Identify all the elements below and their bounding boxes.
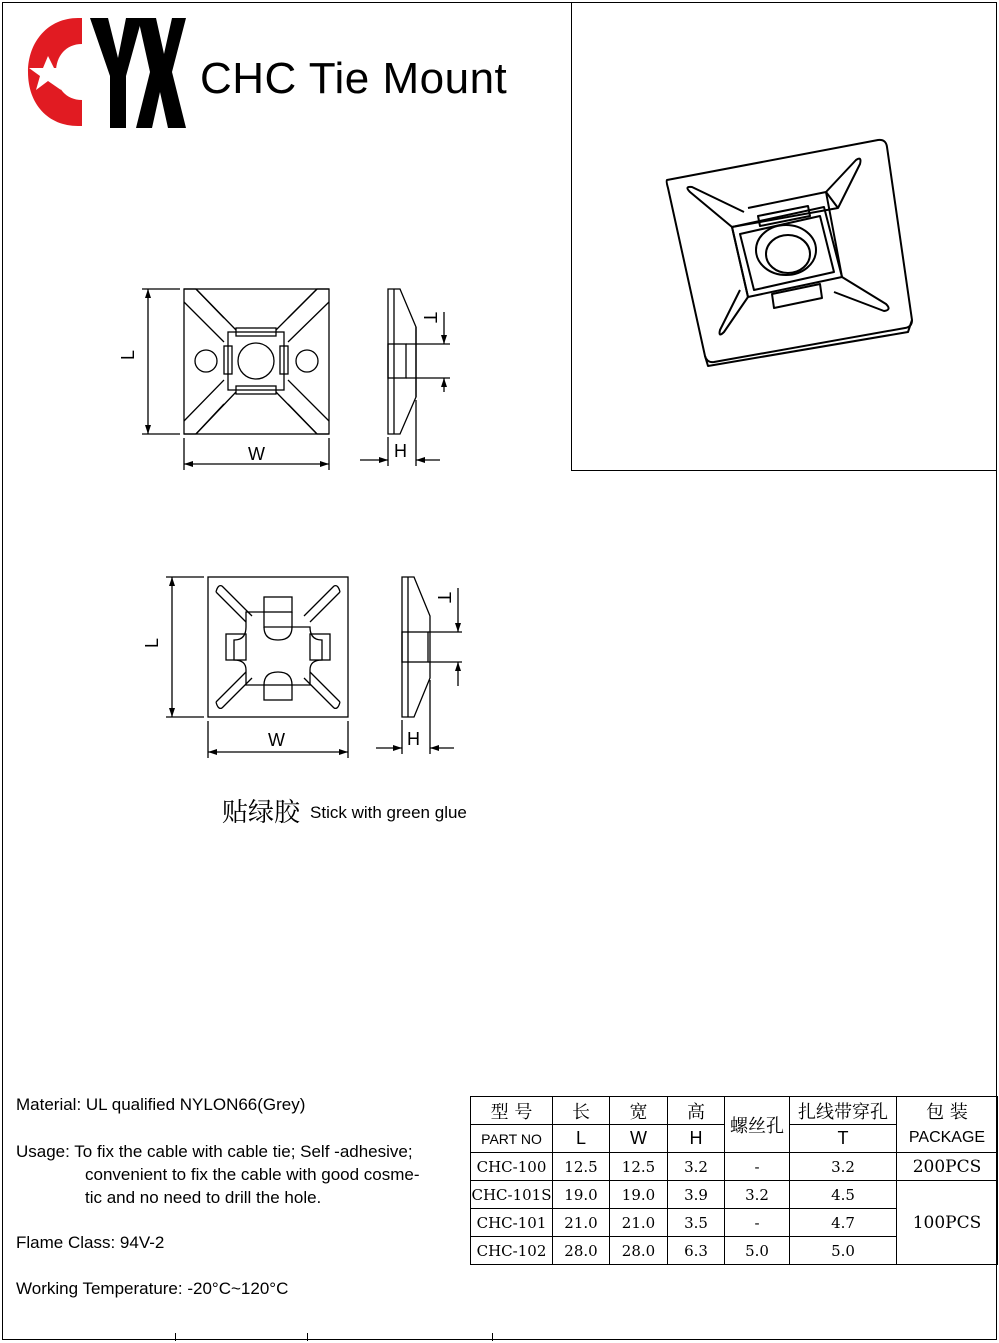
header-length-cn: 长 (553, 1097, 610, 1125)
cell-screw: - (725, 1153, 790, 1181)
cell-width: 12.5 (610, 1153, 668, 1181)
cell-width: 28.0 (610, 1237, 668, 1265)
header-length-en: L (553, 1125, 610, 1153)
logo-x (136, 18, 186, 128)
header-height-en: H (668, 1125, 725, 1153)
cell-screw: - (725, 1209, 790, 1237)
cell-length: 12.5 (553, 1153, 610, 1181)
header-width-en: W (610, 1125, 668, 1153)
cell-height: 3.9 (668, 1181, 725, 1209)
top-side-view-drawing (360, 282, 450, 472)
usage-line-3: tic and no need to drill the hole. (85, 1188, 322, 1207)
header-package-cn: 包 装 (897, 1097, 998, 1125)
bottom-front-width-label: W (268, 730, 285, 750)
material-text: Material: UL qualified NYLON66(Grey) (16, 1095, 306, 1114)
cell-height: 3.2 (668, 1153, 725, 1181)
cell-length: 21.0 (553, 1209, 610, 1237)
parts-table (470, 1096, 998, 1265)
tie-mount-3d-illustration (572, 2, 998, 471)
cell-length: 28.0 (553, 1237, 610, 1265)
caption-english: Stick with green glue (310, 803, 467, 822)
header-package-en: PACKAGE (897, 1125, 998, 1153)
cell-height: 3.5 (668, 1209, 725, 1237)
top-front-view-drawing (120, 280, 340, 480)
bottom-front-length-label: L (142, 637, 162, 648)
cell-tie: 4.5 (790, 1181, 897, 1209)
cell-length: 19.0 (553, 1181, 610, 1209)
top-front-length-label: L (118, 349, 138, 360)
usage-text (16, 1140, 476, 1209)
header-tie-cn: 扎线带穿孔 (790, 1097, 897, 1125)
header-tie-en: T (790, 1125, 897, 1153)
cell-height: 6.3 (668, 1237, 725, 1265)
working-temperature-text: Working Temperature: -20°C~120°C (16, 1279, 289, 1298)
cell-part: CHC-102 (471, 1237, 553, 1265)
bottom-front-view-drawing (142, 568, 360, 764)
usage-line-2: convenient to fix the cable with good cosme- (85, 1165, 420, 1184)
header-part-en: PART NO (471, 1125, 553, 1153)
cell-tie: 5.0 (790, 1237, 897, 1265)
cell-package: 200PCS (897, 1153, 998, 1181)
top-side-height-label: H (394, 441, 407, 461)
usage-line-1: To fix the cable with cable tie; Self -adhesive; (74, 1142, 413, 1161)
caption-chinese: 贴绿胶 (222, 798, 301, 828)
bottom-side-view-drawing (372, 570, 467, 760)
cell-width: 21.0 (610, 1209, 668, 1237)
table-header-row (471, 1097, 998, 1125)
cell-screw: 3.2 (725, 1181, 790, 1209)
glue-caption (222, 792, 467, 829)
bottom-side-height-label: H (407, 729, 420, 749)
top-front-width-label: W (248, 444, 265, 464)
top-side-thickness-label: T (420, 312, 440, 323)
cell-part: CHC-101 (471, 1209, 553, 1237)
cell-package: 100PCS (897, 1181, 998, 1265)
cell-part: CHC-101S (471, 1181, 553, 1209)
cell-width: 19.0 (610, 1181, 668, 1209)
table-row (471, 1181, 998, 1209)
logo-y (90, 18, 142, 128)
header-height-cn: 高 (668, 1097, 725, 1125)
cell-tie: 4.7 (790, 1209, 897, 1237)
bottom-side-thickness-label: T (434, 592, 454, 603)
table-row (471, 1153, 998, 1181)
cyx-logo (26, 14, 186, 132)
header-screw-cn: 螺丝孔 (725, 1097, 790, 1153)
product-illustration-box (571, 2, 997, 471)
header-part-cn: 型 号 (471, 1097, 553, 1125)
usage-label: Usage: (16, 1142, 70, 1161)
page-title: CHC Tie Mount (200, 54, 508, 103)
header-width-cn: 宽 (610, 1097, 668, 1125)
cell-tie: 3.2 (790, 1153, 897, 1181)
flame-class-text: Flame Class: 94V-2 (16, 1233, 165, 1252)
cell-part: CHC-100 (471, 1153, 553, 1181)
cell-screw: 5.0 (725, 1237, 790, 1265)
